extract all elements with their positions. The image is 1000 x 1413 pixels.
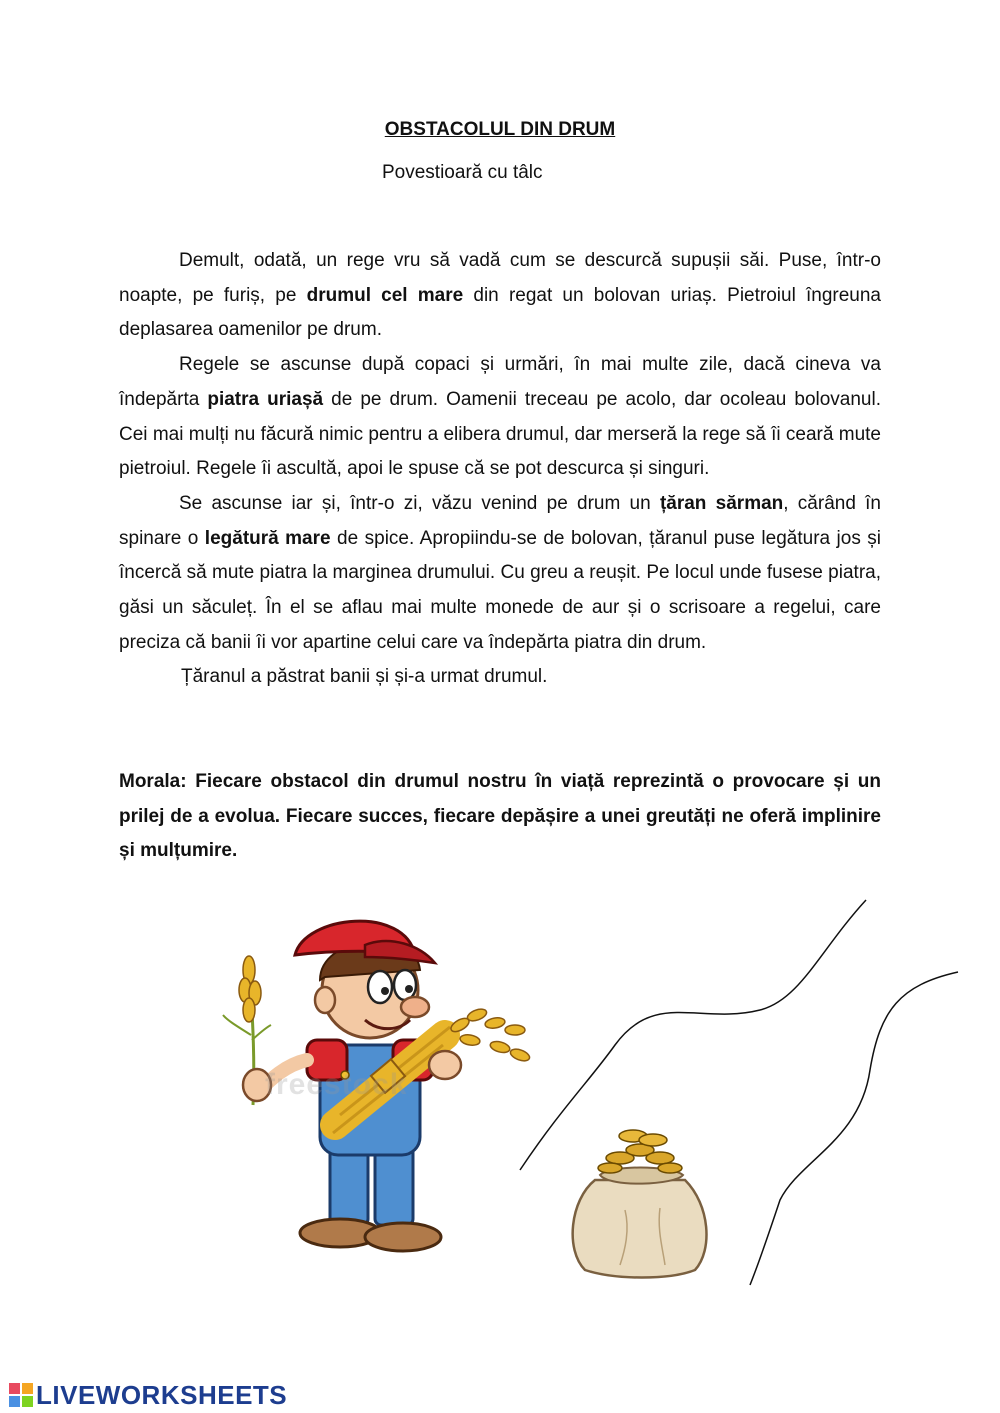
p3-bold-1: țăran sărman: [659, 492, 784, 514]
p2-bold: piatra uriașă: [207, 388, 324, 410]
p3-text-c: , cărând în spinare o: [119, 492, 881, 549]
farmer-legs: [300, 1145, 441, 1251]
liveworksheets-logo-icon: [8, 1382, 34, 1408]
p2-text-c: de pe drum. Oamenii treceau pe acolo, dar ocoleau bolovanul. Cei mai mulți nu făcură nimic pentru a elibera drumul, dar merseră la rege să îi ceară mute pietroiul. Regele îi ascultă, apoi le spuse că se pot descurca și singuri.: [119, 388, 881, 480]
money-sack-icon: [565, 1120, 715, 1280]
moral-text: Morala: Fiecare obstacol din drumul nostru în viață reprezintă o provocare și un prilej de a evolua. Fiecare succes, fiecare depășire a unei greutăți ne oferă implinire și mulțumire.: [119, 771, 881, 861]
p1-text-a: Demult, odată, un rege vru să vadă cum se descurcă supușii săi. Puse, într-o noapte, pe furiș, pe: [119, 250, 881, 306]
p2-text-a: Regele se ascunse după copaci și urmări, în mai multe zile, dacă cineva va îndepărta: [119, 354, 881, 410]
brand-name: LIVEWORKSHEETS: [36, 1379, 288, 1410]
p3-bold-2: legătură mare: [204, 527, 331, 549]
p3-text-e: de spice. Apropiindu-se de bolovan, țăranul puse legătura jos și încercă să mute piatra la marginea drumului. Cu greu a reușit. Pe locul unde fusese piatra, găsi un săculeț. În el se aflau mai multe monede de aur și o scrisoare a regelui, care preciza că banii îi vor apartine celui care va îndepărta piatra din drum.: [119, 527, 881, 653]
p1-bold: drumul cel mare: [306, 284, 464, 306]
road-line-right: [750, 972, 958, 1285]
brand-footer: [8, 1380, 287, 1410]
farmer-head: [295, 921, 435, 1038]
page-subtitle: Povestioară cu tâlc: [382, 162, 543, 183]
paragraph-4: Țăranul a păstrat banii și și-a urmat drumul.: [181, 666, 548, 688]
p3-text-a: Se ascunse iar și, într-o zi, văzu venind pe drum un: [179, 492, 660, 514]
page-title: OBSTACOLUL DIN DRUM: [384, 119, 616, 140]
image-watermark: freestock: [265, 1068, 408, 1101]
p1-text-c: din regat un bolovan uriaș. Pietroiul îngreuna deplasarea oamenilor pe drum.: [119, 284, 881, 341]
